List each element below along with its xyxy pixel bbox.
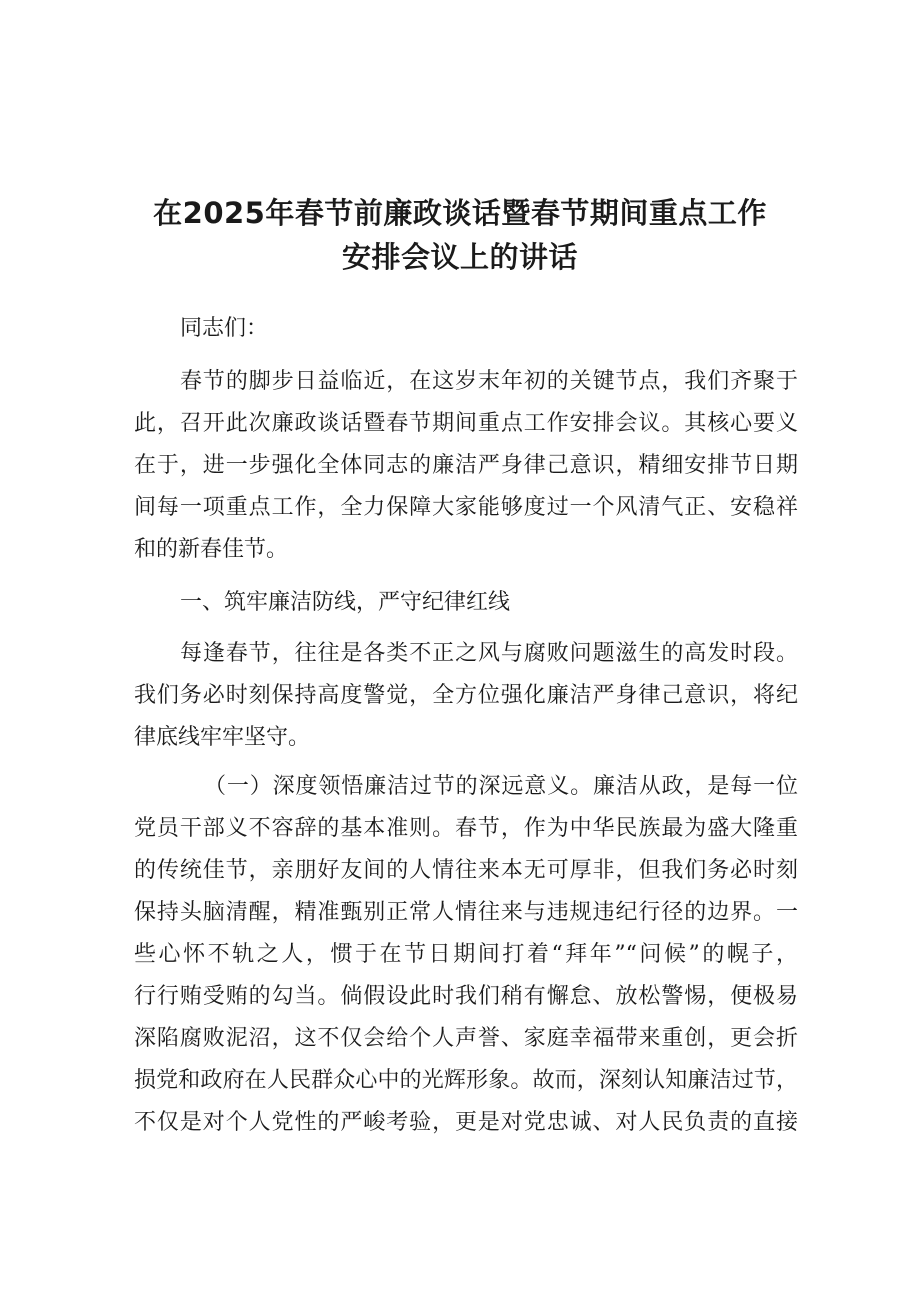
subsection-one-paragraph-line: 行行贿受贿的勾当。倘假设此时我们稍有懈怠、放松警惕，便极易 bbox=[134, 984, 798, 1009]
subsection-one-paragraph-line: 保持头脑清醒，精准甄别正常人情往来与违规违纪行径的边界。一 bbox=[134, 900, 798, 925]
subsection-one-paragraph-line: 的传统佳节，亲朋好友间的人情往来本无可厚非，但我们务必时刻 bbox=[134, 858, 798, 883]
subsection-one-paragraph-line: 些心怀不轨之人，惯于在节日期间打着“拜年”“问候”的幌子， bbox=[134, 942, 798, 967]
salutation: 同志们： bbox=[180, 316, 269, 341]
intro-paragraph-line: 此，召开此次廉政谈话暨春节期间重点工作安排会议。其核心要义 bbox=[134, 411, 798, 436]
section-one-paragraph-line: 每逢春节，往往是各类不正之风与腐败问题滋生的高发时段。 bbox=[180, 641, 798, 666]
intro-paragraph-line: 间每一项重点工作，全力保障大家能够度过一个风清气正、安稳祥 bbox=[134, 495, 798, 520]
subsection-one-paragraph-line: （一）深度领悟廉洁过节的深远意义。廉洁从政，是每一位 bbox=[204, 774, 798, 799]
intro-paragraph-line: 在于，进一步强化全体同志的廉洁严身律己意识，精细安排节日期 bbox=[134, 453, 798, 478]
section-one-paragraph-line: 律底线牢牢坚守。 bbox=[134, 725, 311, 750]
intro-paragraph-line: 和的新春佳节。 bbox=[134, 537, 289, 562]
intro-paragraph-line: 春节的脚步日益临近，在这岁末年初的关键节点，我们齐聚于 bbox=[180, 369, 798, 394]
section-one-paragraph-line: 我们务必时刻保持高度警觉，全方位强化廉洁严身律己意识，将纪 bbox=[134, 683, 798, 708]
subsection-one-paragraph-line: 不仅是对个人党性的严峻考验，更是对党忠诚、对人民负责的直接 bbox=[134, 1110, 798, 1135]
document-title-line-2: 安排会议上的讲话 bbox=[341, 240, 578, 274]
document-title-line-1: 在2025年春节前廉政谈话暨春节期间重点工作 bbox=[153, 196, 767, 230]
section-one-heading: 一、筑牢廉洁防线，严守纪律红线 bbox=[180, 590, 511, 615]
subsection-one-paragraph-line: 损党和政府在人民群众心中的光辉形象。故而，深刻认知廉洁过节， bbox=[134, 1068, 798, 1093]
subsection-one-paragraph-line: 党员干部义不容辞的基本准则。春节，作为中华民族最为盛大隆重 bbox=[134, 816, 798, 841]
subsection-one-paragraph-line: 深陷腐败泥沼，这不仅会给个人声誉、家庭幸福带来重创，更会折 bbox=[134, 1026, 798, 1051]
